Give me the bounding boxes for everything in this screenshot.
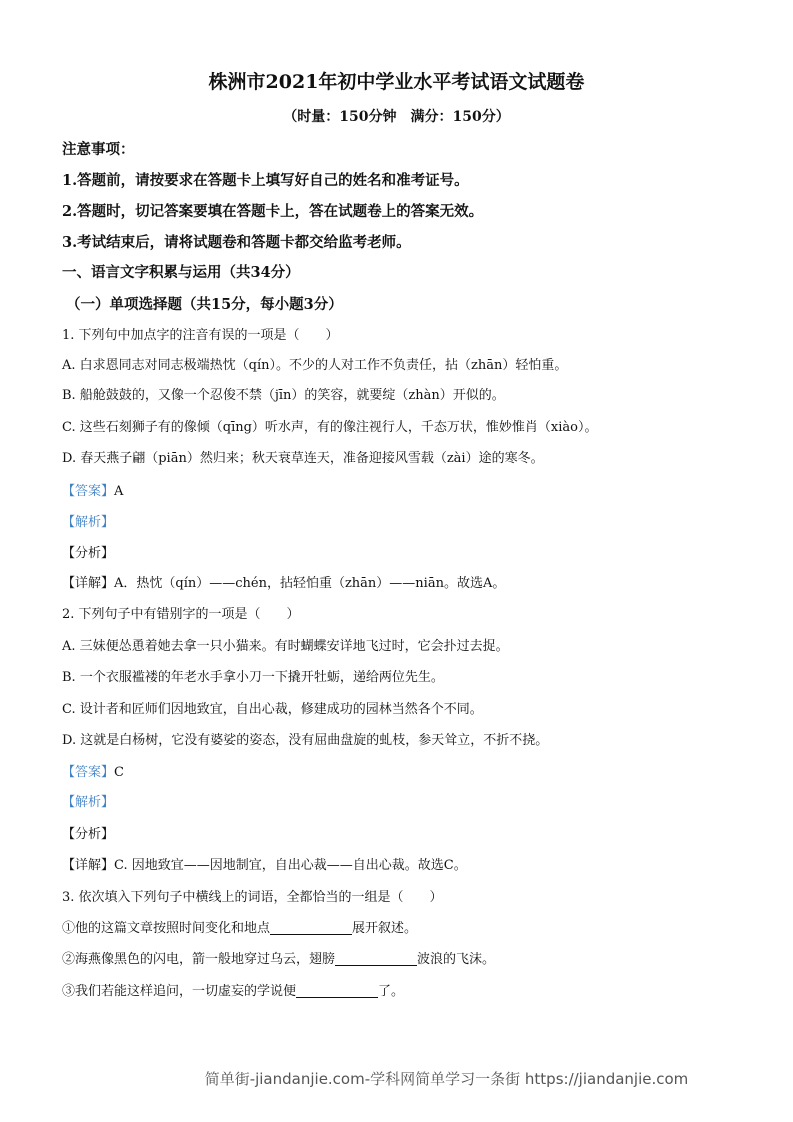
- question-stem: 1. 下列句中加点字的注音有误的一项是（ ）: [62, 328, 339, 343]
- answer-label: 【答案】: [62, 765, 115, 780]
- option-a: A. 三妹便怂恿着她去拿一只小猫来。有时蝴蝶安详地飞过时，它会扑过去捉。: [62, 639, 509, 654]
- question-stem: 3. 依次填入下列句子中横线上的词语，全都恰当的一组是（ ）: [62, 890, 443, 905]
- analysis-label: 【解析】: [62, 795, 115, 810]
- footer-watermark: 简单街-jiandanjie.com-学科网简单学习一条街 https://jiandanjie.com: [204, 1070, 689, 1088]
- fill-text: 波浪的飞沫。: [417, 952, 496, 967]
- notice-item: 2.答题时，切记答案要填在答题卡上，答在试题卷上的答案无效。: [62, 203, 484, 220]
- detail: 【详解】C. 因地致宜——因地制宜，自出心裁——自出心裁。故选C。: [62, 858, 467, 873]
- notice-heading: 注意事项：: [62, 141, 135, 158]
- fill-blank: [296, 983, 378, 998]
- option-d: D. 春天燕子翩（piān）然归来；秋天衰草连天，准备迎接风雪载（zài）途的寒冬。: [62, 451, 544, 466]
- page-title: 株洲市2021年初中学业水平考试语文试题卷: [208, 71, 585, 93]
- notice-item: 3.考试结束后，请将试题卷和答题卡都交给监考老师。: [62, 234, 411, 251]
- option-d: D. 这就是白杨树，它没有婆娑的姿态，没有屈曲盘旋的虬枝，参天耸立，不折不挠。: [62, 733, 549, 748]
- fill-blank: [335, 951, 417, 966]
- fill-item: [62, 951, 495, 969]
- answer-value: C: [114, 765, 124, 780]
- option-c: C. 设计者和匠师们因地致宜，自出心裁，修建成功的园林当然各个不同。: [62, 702, 483, 717]
- section-heading: 一、语言文字积累与运用（共34分）: [62, 264, 300, 281]
- fill-item: [62, 920, 417, 938]
- question-stem: 2. 下列句子中有错别字的一项是（ ）: [62, 607, 300, 622]
- fenxi-label: 【分析】: [62, 546, 115, 561]
- fill-text: 了。: [378, 984, 405, 999]
- answer: [62, 764, 124, 782]
- fill-item: [62, 983, 404, 1001]
- option-a: A. 白求恩同志对同志极端热忱（qín）。不少的人对工作不负责任，拈（zhān）轻怕重。: [62, 358, 568, 373]
- fill-text: ①他的这篇文章按照时间变化和地点: [62, 921, 271, 936]
- fenxi-label: 【分析】: [62, 827, 115, 842]
- fill-text: 展开叙述。: [352, 921, 418, 936]
- option-c: C. 这些石刻狮子有的像倾（qīng）听水声，有的像注视行人，千态万状，惟妙惟肖（xiào）。: [62, 420, 598, 435]
- answer-label: 【答案】: [62, 484, 115, 499]
- notice-item: 1.答题前，请按要求在答题卡上填写好自己的姓名和准考证号。: [62, 172, 469, 189]
- fill-blank: [270, 920, 352, 935]
- exam-info: （时量：150分钟 满分：150分）: [283, 109, 510, 125]
- analysis-label: 【解析】: [62, 515, 115, 530]
- fill-text: ③我们若能这样追问，一切虚妄的学说便: [62, 984, 297, 999]
- answer: [62, 483, 123, 501]
- option-b: B. 船舱鼓鼓的，又像一个忍俊不禁（jīn）的笑容，就要绽（zhàn）开似的。: [62, 388, 505, 403]
- option-b: B. 一个衣服褴褛的年老水手拿小刀一下撬开牡蛎，递给两位先生。: [62, 670, 444, 685]
- part-heading: （一）单项选择题（共15分，每小题3分）: [66, 296, 343, 313]
- fill-text: ②海燕像黑色的闪电，箭一般地穿过乌云，翅膀: [62, 952, 336, 967]
- answer-value: A: [114, 484, 124, 499]
- detail: 【详解】A．热忱（qín）——chén，拈轻怕重（zhān）——niān。故选A。: [62, 576, 506, 591]
